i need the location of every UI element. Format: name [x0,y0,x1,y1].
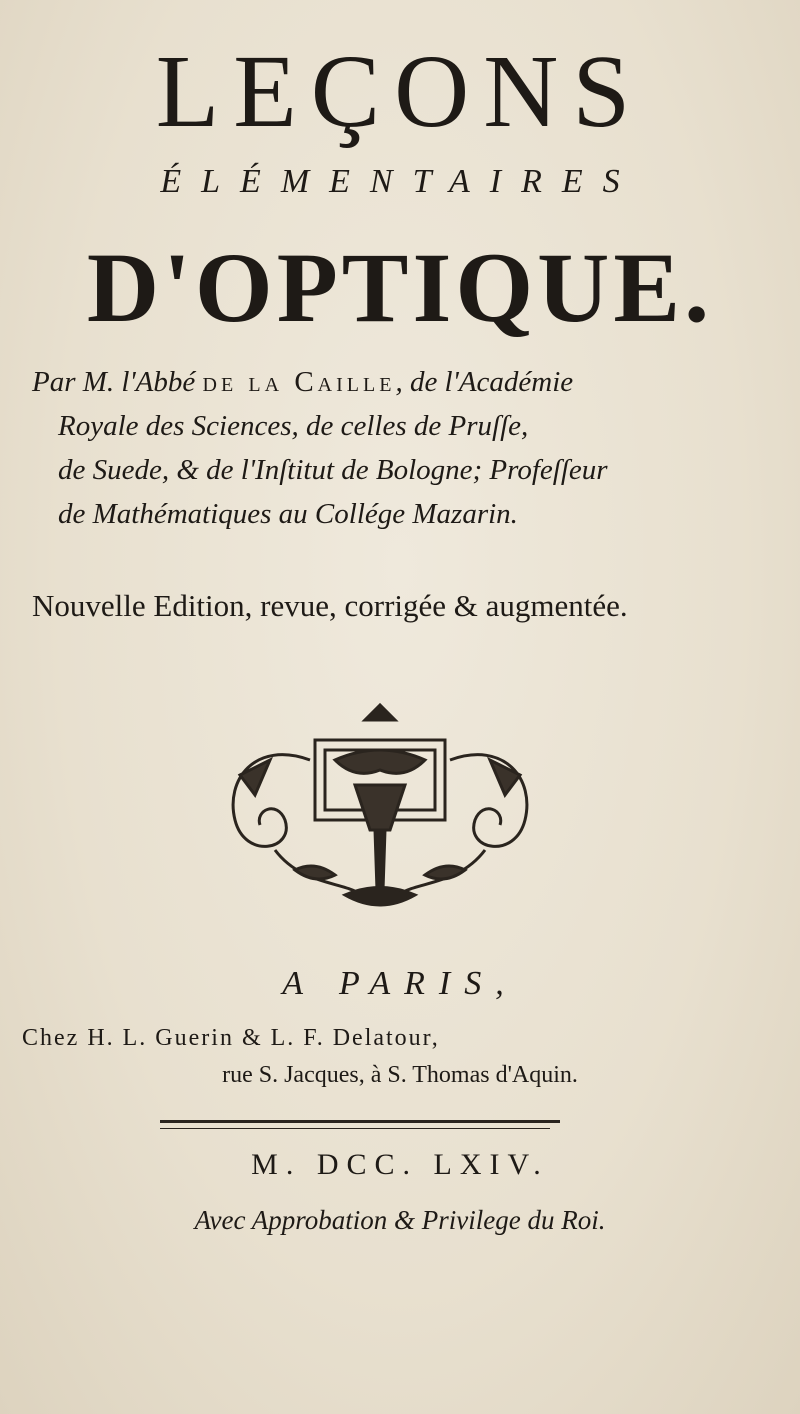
author-line-1 [32,360,752,404]
author-line-3: de Suede, & de l'Inſtitut de Bologne; Profeſſeur [58,454,608,486]
author-line-4: de Mathématiques au Collége Mazarin. [58,498,518,530]
imprint-city: A PARIS, [282,965,518,1002]
title-lecons: LEÇONS [155,34,645,149]
approbation-line: Avec Approbation & Privilege du Roi. [194,1205,606,1235]
author-prefix: Par M. l'Abbé [32,366,196,398]
edition-note: Nouvelle Edition, revue, corrigée & augmentée. [32,588,628,623]
author-block [32,360,752,536]
imprint-address: rue S. Jacques, à S. Thomas d'Aquin. [222,1062,578,1088]
author-line-1-suffix: , de l'Académie [395,366,574,398]
author-name: de la Caille [202,366,396,398]
title-elementaires: ÉLÉMENTAIRES [160,163,640,200]
divider-thin [160,1128,550,1129]
divider-thick [160,1120,560,1123]
fleuron-basket-ornament-icon [215,700,545,925]
author-line-2: Royale des Sciences, de celles de Pruſſe, [58,410,529,442]
publication-date: M. DCC. LXIV. [251,1148,549,1181]
title-optique: D'OPTIQUE. [86,232,714,343]
imprint-publishers: Chez H. L. Guerin & L. F. Delatour, [22,1025,440,1051]
